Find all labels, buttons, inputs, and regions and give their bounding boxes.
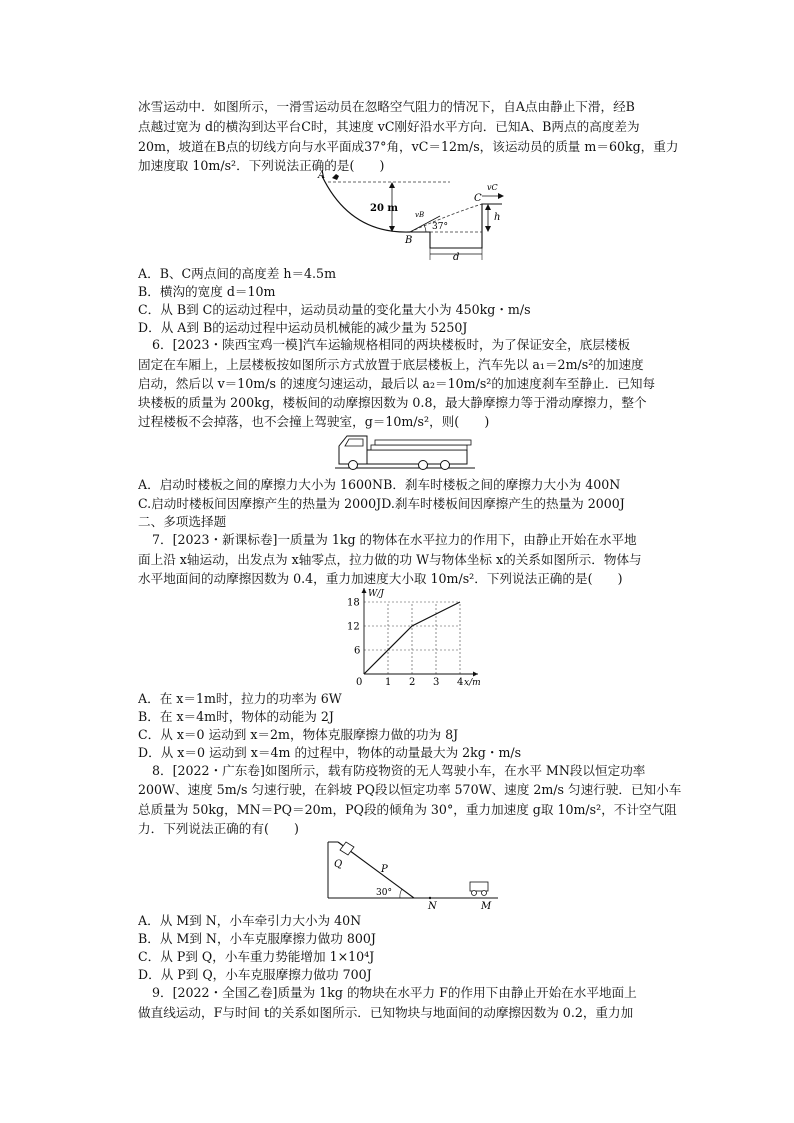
q5-option-a: A．B、C两点间的高度差 h＝4.5m xyxy=(138,266,337,281)
x-axis-label: x/m xyxy=(464,678,481,686)
q8-line-1: 8．[2022・广东卷]如图所示，载有防疫物资的无人驾驶小车，在水平 MN段以恒定功率 xyxy=(152,763,646,778)
y-tick-label-2: 18 xyxy=(347,597,360,609)
label-q: Q xyxy=(334,859,343,870)
q7-option-c: C．从 x＝0 运动到 x＝2m，物体克服摩擦力做的功为 8J xyxy=(138,727,459,742)
label-p: P xyxy=(381,864,388,875)
label-d: d xyxy=(453,252,460,262)
q9-line-2: 做直线运动，F与时间 t的关系如图所示．已知物块与地面间的动摩擦因数为 0.2，重力加 xyxy=(138,1005,634,1020)
car-body xyxy=(470,882,488,891)
vc-arrowhead xyxy=(498,193,504,199)
top-slab xyxy=(375,440,471,445)
q6-options-cd: C.启动时楼板间因摩擦产生的热量为 2000JD.刹车时楼板间因摩擦产生的热量为 2000J xyxy=(138,496,625,511)
q5-line-4: 加速度取 10m/s²．下列说法正确的是( ) xyxy=(138,158,385,173)
truck-figure xyxy=(335,428,475,472)
q8-line-4: 力．下列说法正确的有( ) xyxy=(138,821,299,836)
q7-option-a: A．在 x＝1m时，拉力的功率为 6W xyxy=(138,691,342,706)
q8-line-3: 总质量为 50kg，MN＝PQ＝20m，PQ段的倾角为 30°，重力加速度 g取 10m/s²，不计空气阻 xyxy=(138,802,677,817)
x-tick-label-0: 0 xyxy=(356,677,363,686)
skier-icon xyxy=(332,174,339,180)
x-tick-label-2: 2 xyxy=(409,677,416,686)
small-car-on-slope xyxy=(340,842,354,855)
q9-line-1: 9．[2022・全国乙卷]质量为 1kg 的物块在水平力 F的作用下由静止开始在水平地面上 xyxy=(152,985,637,1000)
q8-line-2: 200W、速度 5m/s 匀速行驶，在斜坡 PQ段以恒定功率 570W、速度 2m/s 匀速行驶．已知小车 xyxy=(138,782,682,797)
label-a: A xyxy=(318,170,326,181)
q5-option-d: D．从 A到 B的运动过程中运动员机械能的减少量为 5250J xyxy=(138,320,468,335)
label-h: h xyxy=(494,212,501,223)
q7-option-b: B．在 x＝4m时，物体的动能为 2J xyxy=(138,709,334,724)
slope-car-figure xyxy=(318,836,508,910)
label-c: C xyxy=(474,193,482,204)
q5-line-2: 点越过宽为 d的横沟到达平台C时，其速度 vC刚好沿水平方向．已知A、B两点的高度差为 xyxy=(138,119,640,134)
work-position-chart xyxy=(330,586,490,686)
y-axis-arrow xyxy=(362,588,367,593)
y-tick-label-0: 6 xyxy=(354,645,361,657)
q5-option-c: C．从 B到 C的运动过程中，运动员动量的变化量大小为 450kg・m/s xyxy=(138,302,531,317)
slope-angle-arc xyxy=(400,889,402,898)
label-angle: 37° xyxy=(432,222,448,232)
q5-line-1: 冰雪运动中．如图所示，一滑雪运动员在忽略空气阻力的情况下，自A点由静止下滑，经B xyxy=(138,99,635,114)
rear-wheel-1 xyxy=(419,461,428,470)
label-slope-angle: 30° xyxy=(376,888,392,898)
q8-option-b: B．从 M到 N，小车克服摩擦力做功 800J xyxy=(138,931,376,946)
label-vc: vC xyxy=(487,183,498,192)
q6-line-2: 固定在车厢上，上层楼板按如图所示方式放置于底层楼板上，汽车先以 a₁＝2m/s²的加速度 xyxy=(138,357,644,372)
x-tick-label-4: 4 xyxy=(457,677,464,686)
q5-line-3: 20m，坡道在B点的切线方向与水平面成37°角，vC＝12m/s，该运动员的质量 m＝60kg，重力 xyxy=(138,139,679,154)
q7-option-d: D．从 x＝0 运动到 x＝4m 的过程中，物体的动量最大为 2kg・m/s xyxy=(138,745,522,760)
chart-grid xyxy=(364,602,460,674)
label-n: N xyxy=(428,901,437,910)
n-point xyxy=(429,897,431,899)
x-tick-label-1: 1 xyxy=(385,677,392,686)
section-heading: 二、多项选择题 xyxy=(138,514,227,529)
q6-line-5: 过程楼板不会掉落，也不会撞上驾驶室，g＝10m/s²，则( ) xyxy=(138,414,490,429)
label-height: 20 m xyxy=(370,203,398,214)
ski-jump-figure xyxy=(310,168,510,262)
angle-arc xyxy=(424,225,426,232)
chart-axes xyxy=(362,588,479,677)
q6-options-ab: A．启动时楼板之间的摩擦力大小为 1600NB．刹车时楼板之间的摩擦力大小为 400N xyxy=(138,477,621,492)
x-axis-arrow xyxy=(473,672,478,677)
car-wheel-2 xyxy=(482,891,487,896)
label-m: M xyxy=(481,901,492,910)
q8-option-d: D．从 P到 Q，小车克服摩擦力做功 700J xyxy=(138,967,372,982)
y-axis-label: W/J xyxy=(368,589,384,599)
q7-line-3: 水平地面间的动摩擦因数为 0.4，重力加速度大小取 10m/s²．下列说法正确的是( ) xyxy=(138,571,623,586)
label-b: B xyxy=(405,235,413,246)
truck-bed xyxy=(367,450,467,464)
q6-line-1: 6．[2023・陕西宝鸡一模]汽车运输规格相同的两块楼板时，为了保证安全，底层楼板 xyxy=(152,337,631,352)
q7-line-2: 面上沿 x轴运动，出发点为 x轴零点，拉力做的功 W与物体坐标 x的关系如图所示．物体与 xyxy=(138,552,642,567)
q8-option-a: A．从 M到 N，小车牵引力大小为 40N xyxy=(138,913,362,928)
bottom-slab xyxy=(371,445,467,450)
rear-wheel-2 xyxy=(441,461,450,470)
q8-option-c: C．从 P到 Q，小车重力势能增加 1×10⁴J xyxy=(138,949,375,964)
q6-line-4: 块楼板的质量为 200kg，楼板间的动摩擦因数为 0.8，最大静摩擦力等于滑动摩擦力，整个 xyxy=(138,395,647,410)
y-tick-label-1: 12 xyxy=(347,621,360,633)
label-vb: vB xyxy=(415,211,425,219)
q7-line-1: 7．[2023・新课标卷]一质量为 1kg 的物体在水平拉力的作用下，由静止开始在水平地 xyxy=(152,532,637,547)
q6-line-3: 启动，然后以 v＝10m/s 的速度匀速运动，最后以 a₂＝10m/s²的加速度刹车至静止．已知每 xyxy=(138,376,656,391)
front-wheel xyxy=(349,461,358,470)
car-wheel-1 xyxy=(472,891,477,896)
q5-option-b: B．横沟的宽度 d＝10m xyxy=(138,284,276,299)
x-tick-label-3: 3 xyxy=(433,677,440,686)
